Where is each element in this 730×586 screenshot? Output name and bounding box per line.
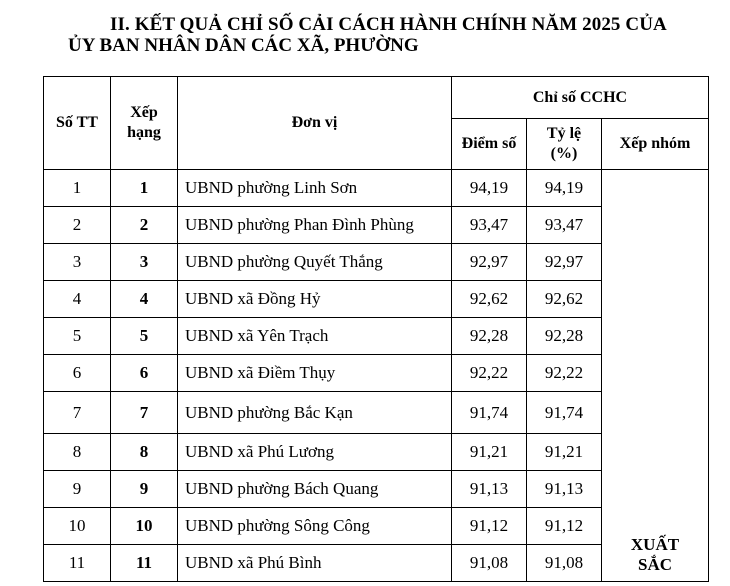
cell-unit: UBND xã Điềm Thụy	[178, 355, 452, 392]
cell-stt: 3	[44, 244, 111, 281]
header-rank	[111, 77, 178, 170]
cell-unit: UBND phường Sông Công	[178, 508, 452, 545]
cell-percent: 91,21	[527, 434, 602, 471]
cell-stt: 8	[44, 434, 111, 471]
document-title	[68, 14, 718, 56]
cell-score: 92,22	[452, 355, 527, 392]
cell-score: 93,47	[452, 207, 527, 244]
header-group: Xếp nhóm	[602, 119, 709, 170]
cell-rank: 7	[111, 392, 178, 434]
header-rank-label: Xếp hạng	[127, 104, 161, 141]
cell-stt: 10	[44, 508, 111, 545]
cell-unit: UBND phường Bắc Kạn	[178, 392, 452, 434]
header-percent	[527, 119, 602, 170]
cell-score: 91,74	[452, 392, 527, 434]
cell-percent: 92,22	[527, 355, 602, 392]
header-percent-label: Tỷ lệ (%)	[546, 125, 582, 162]
cell-rank: 8	[111, 434, 178, 471]
table-row	[44, 170, 709, 207]
ranking-table	[43, 76, 709, 582]
cell-percent: 94,19	[527, 170, 602, 207]
cell-stt: 7	[44, 392, 111, 434]
cell-score: 91,12	[452, 508, 527, 545]
cell-group	[602, 170, 709, 582]
cell-rank: 10	[111, 508, 178, 545]
cell-score: 92,62	[452, 281, 527, 318]
cell-rank: 9	[111, 471, 178, 508]
cell-score: 91,13	[452, 471, 527, 508]
cell-percent: 92,97	[527, 244, 602, 281]
cell-stt: 9	[44, 471, 111, 508]
header-score: Điểm số	[452, 119, 527, 170]
cell-score: 92,28	[452, 318, 527, 355]
cell-stt: 11	[44, 545, 111, 582]
cell-stt: 5	[44, 318, 111, 355]
cell-rank: 3	[111, 244, 178, 281]
cell-rank: 5	[111, 318, 178, 355]
cell-rank: 4	[111, 281, 178, 318]
cell-unit: UBND phường Phan Đình Phùng	[178, 207, 452, 244]
cell-rank: 11	[111, 545, 178, 582]
cell-unit: UBND xã Yên Trạch	[178, 318, 452, 355]
cell-unit: UBND xã Đồng Hỷ	[178, 281, 452, 318]
cell-score: 91,08	[452, 545, 527, 582]
cell-score: 94,19	[452, 170, 527, 207]
title-line-2: ỦY BAN NHÂN DÂN CÁC XÃ, PHƯỜNG	[68, 35, 419, 56]
cell-percent: 91,12	[527, 508, 602, 545]
cell-unit: UBND xã Phú Bình	[178, 545, 452, 582]
cell-percent: 91,08	[527, 545, 602, 582]
cell-rank: 2	[111, 207, 178, 244]
cell-percent: 93,47	[527, 207, 602, 244]
header-stt: Số TT	[44, 77, 111, 170]
cell-score: 92,97	[452, 244, 527, 281]
cell-percent: 91,13	[527, 471, 602, 508]
cell-unit: UBND phường Linh Sơn	[178, 170, 452, 207]
cell-stt: 1	[44, 170, 111, 207]
title-line-1: II. KẾT QUẢ CHỈ SỐ CẢI CÁCH HÀNH CHÍNH NĂM 2025 CỦA	[110, 14, 667, 35]
cell-score: 91,21	[452, 434, 527, 471]
table-body	[44, 170, 709, 582]
cell-percent: 91,74	[527, 392, 602, 434]
cell-stt: 4	[44, 281, 111, 318]
cell-percent: 92,28	[527, 318, 602, 355]
cell-stt: 6	[44, 355, 111, 392]
header-index-group: Chỉ số CCHC	[452, 77, 709, 119]
cell-unit: UBND xã Phú Lương	[178, 434, 452, 471]
header-unit: Đơn vị	[178, 77, 452, 170]
group-label: XUẤT SẮC	[630, 535, 680, 574]
cell-unit: UBND phường Bách Quang	[178, 471, 452, 508]
cell-rank: 1	[111, 170, 178, 207]
cell-unit: UBND phường Quyết Thắng	[178, 244, 452, 281]
cell-percent: 92,62	[527, 281, 602, 318]
cell-rank: 6	[111, 355, 178, 392]
cell-stt: 2	[44, 207, 111, 244]
